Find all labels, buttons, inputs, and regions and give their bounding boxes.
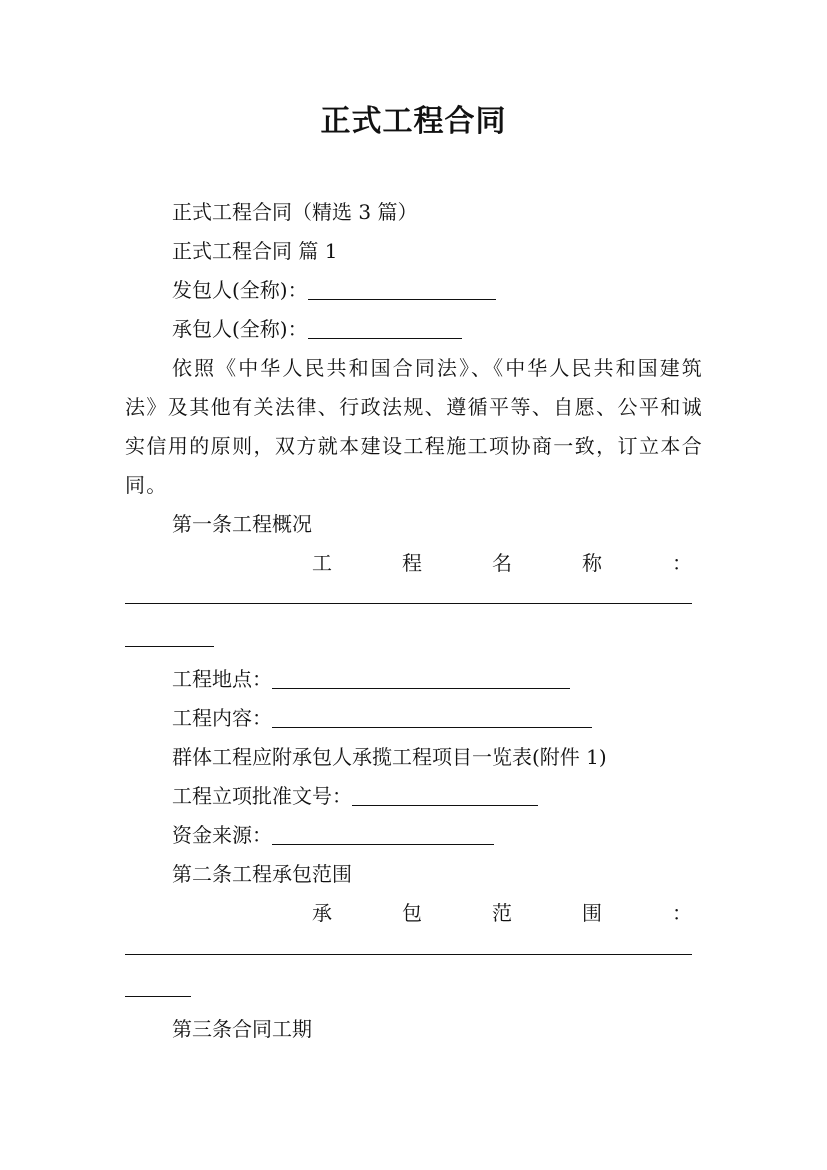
document-subtitle: 正式工程合同（精选 3 篇） [172,200,418,224]
section-heading: 正式工程合同 篇 1 [172,239,338,263]
funding-source-blank [272,822,494,845]
scope-char: 承 [312,901,332,925]
article3-heading: 第三条合同工期 [172,1017,312,1041]
scope-label [312,894,692,933]
party-a-label: 发包人(全称)： [172,278,308,302]
scope-char: 围 [582,901,602,925]
party-a-line [125,271,750,310]
project-content-label: 工程内容： [172,706,272,730]
article1-heading: 第一条工程概况 [172,512,312,536]
project-name-char: 名 [492,551,512,575]
project-name-char: 程 [402,551,422,575]
document-title: 正式工程合同 [320,104,507,139]
project-name-blank-1 [125,603,692,604]
project-content-line [125,699,750,738]
project-name-char: 工 [312,551,332,575]
intro-paragraph: 依照《中华人民共和国合同法》、《中华人民共和国建筑法》及其他有关法律、行政法规、遵循平等、自愿、公平和诚实信用的原则，双方就本建设工程施工项协商一致，订立本合同。 [125,356,703,497]
approval-number-label: 工程立项批准文号： [172,784,352,808]
project-name-label [312,544,692,583]
scope-char: 范 [492,901,512,925]
party-b-label: 承包人(全称)： [172,317,308,341]
group-project-note: 群体工程应附承包人承揽工程项目一览表(附件 1) [172,745,607,769]
project-name-blank-2 [125,646,214,647]
project-location-label: 工程地点： [172,667,272,691]
party-b-line [125,310,750,349]
project-name-char: 称 [582,551,602,575]
project-name-char: ： [672,551,692,575]
scope-blank-1 [125,954,692,955]
scope-blank-2 [125,996,191,997]
project-location-line [125,660,750,699]
party-b-blank [308,316,462,339]
article2-heading: 第二条工程承包范围 [172,862,352,886]
funding-source-label: 资金来源： [172,823,272,847]
party-a-blank [308,277,496,300]
funding-source-line [125,816,750,855]
scope-char: ： [672,901,692,925]
approval-number-line [125,777,750,816]
project-location-blank [272,666,570,689]
project-content-blank [272,705,592,728]
approval-number-blank [352,783,538,806]
scope-char: 包 [402,901,422,925]
